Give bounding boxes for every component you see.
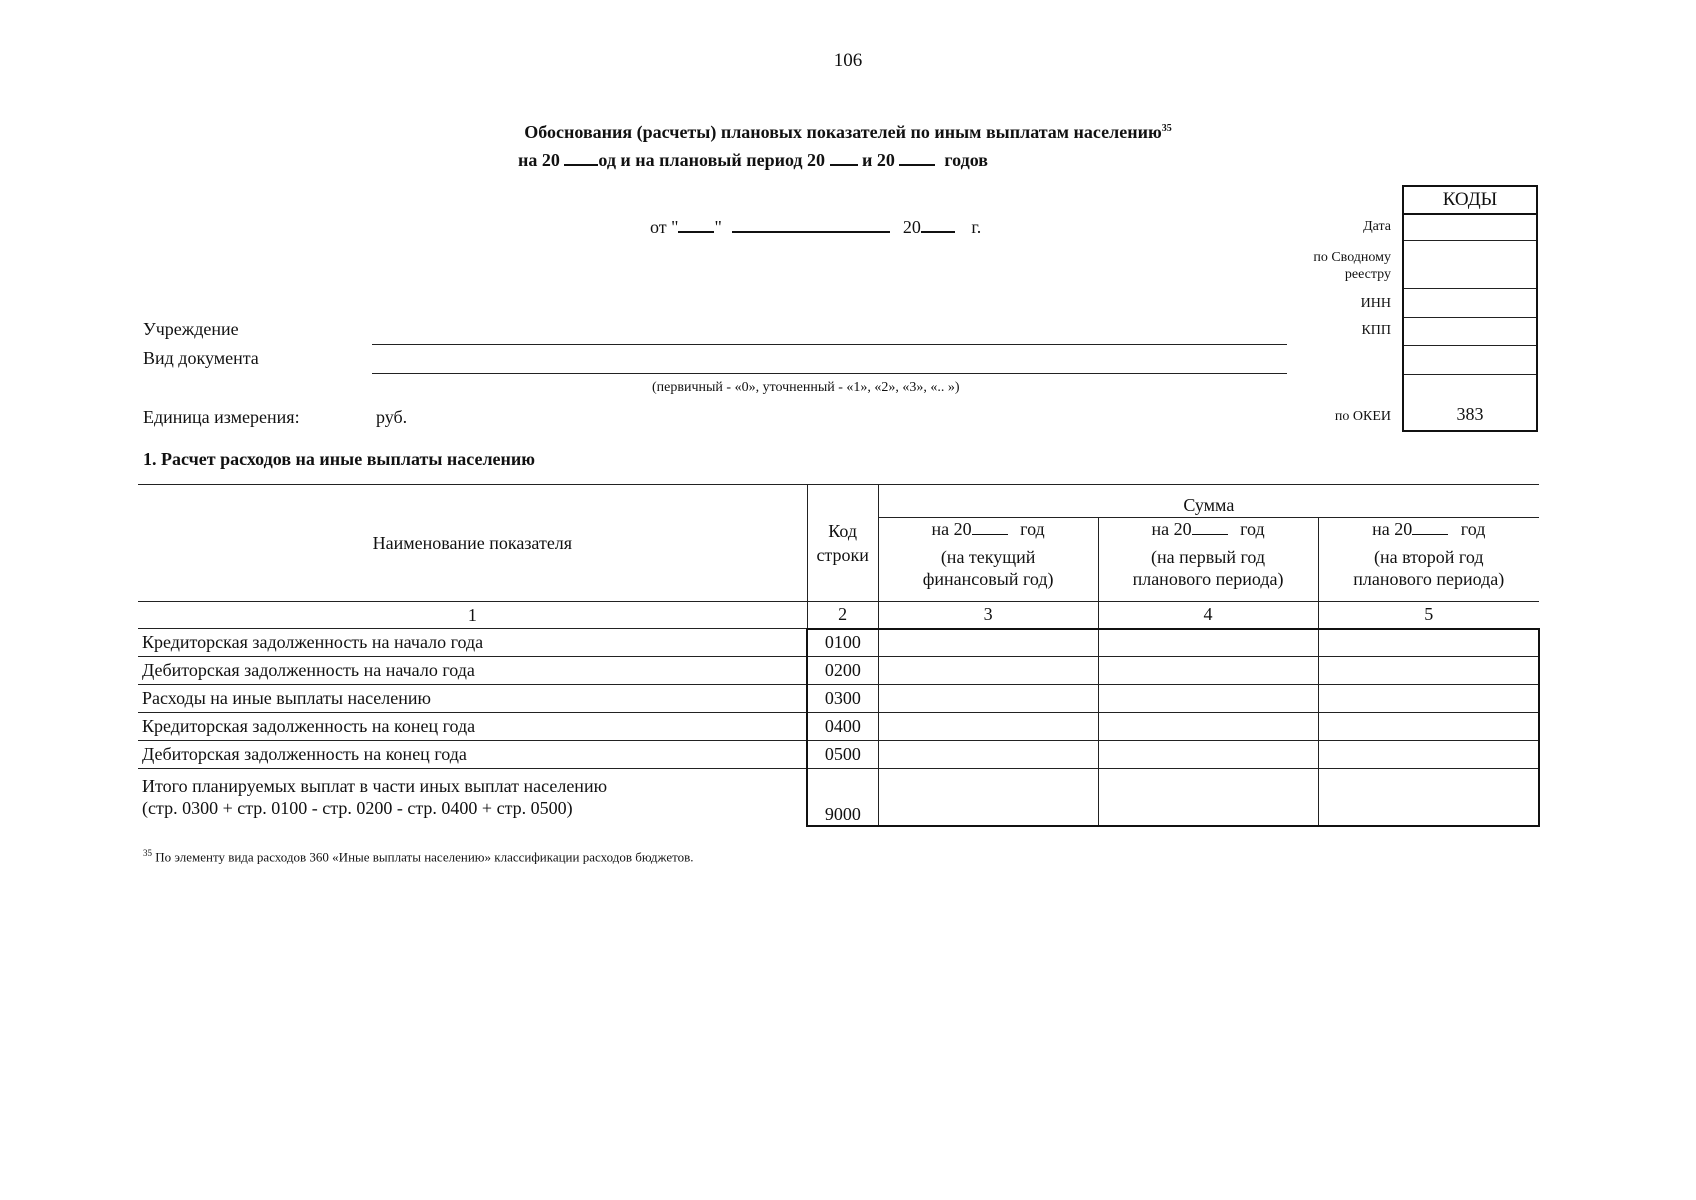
row-value-cell[interactable]: [878, 713, 1098, 741]
doc-type-label: Вид документа: [143, 348, 259, 368]
row-name: Дебиторская задолженность на начало года: [138, 657, 807, 685]
document-title: [0, 122, 1696, 143]
row-value-cell[interactable]: [1098, 629, 1318, 657]
codes-label-inn: ИНН: [1360, 296, 1391, 311]
total-row: [138, 769, 1539, 826]
col4-year-blank[interactable]: [1192, 520, 1228, 535]
date-year-suffix: г.: [971, 217, 982, 237]
table-row: [138, 657, 1539, 685]
row-value-cell[interactable]: [1098, 657, 1318, 685]
row-code: 0400: [807, 713, 878, 741]
footnote-text: По элементу вида расходов 360 «Иные выплаты населению» классификации расходов бюджетов.: [155, 849, 694, 865]
codes-header: КОДЫ: [1404, 187, 1536, 215]
header-col5: [1318, 518, 1539, 602]
table-row: [138, 685, 1539, 713]
col3-year-blank[interactable]: [972, 520, 1008, 535]
header-col4: [1098, 518, 1318, 602]
row-value-cell[interactable]: [1098, 685, 1318, 713]
row-name: Расходы на иные выплаты населению: [138, 685, 807, 713]
header-code: Код строки: [807, 485, 878, 602]
doc-type-hint: (первичный - «0», уточненный - «1», «2», «3», «.. »): [652, 380, 960, 395]
row-value-cell[interactable]: [1318, 713, 1539, 741]
total-row-code: 9000: [807, 769, 878, 826]
title-period-prefix: на 20: [517, 150, 560, 170]
row-value-cell[interactable]: [1318, 629, 1539, 657]
day-blank[interactable]: [678, 215, 714, 233]
year-blank-2[interactable]: [830, 148, 858, 166]
col5-year-blank[interactable]: [1412, 520, 1448, 535]
header-sum: Сумма: [878, 485, 1539, 518]
column-number-row: [138, 602, 1539, 629]
row-value-cell[interactable]: [1318, 741, 1539, 769]
year-blank-1[interactable]: [564, 148, 598, 166]
codes-label-date: Дата: [1363, 219, 1391, 234]
row-value-cell[interactable]: [1318, 657, 1539, 685]
codes-label-registry-2: реестру: [1344, 267, 1391, 282]
title-period-mid1: од и на плановый период 20: [598, 150, 826, 170]
date-year-prefix: 20: [902, 217, 921, 237]
col-number-3: 3: [878, 602, 1098, 629]
institution-label: Учреждение: [143, 319, 239, 339]
col3-year-suffix: год: [1020, 519, 1045, 539]
col5-year-suffix: год: [1460, 519, 1486, 539]
total-value-cell[interactable]: [1318, 769, 1539, 826]
row-name: Дебиторская задолженность на конец года: [138, 741, 807, 769]
doc-type-line[interactable]: [372, 373, 1287, 374]
codes-inn-cell[interactable]: [1404, 289, 1536, 318]
table-row: [138, 713, 1539, 741]
row-name: Кредиторская задолженность на начало года: [138, 629, 807, 657]
total-value-cell[interactable]: [878, 769, 1098, 826]
codes-label-registry-1: по Сводному: [1313, 250, 1391, 265]
row-value-cell[interactable]: [1318, 685, 1539, 713]
col-number-4: 4: [1098, 602, 1318, 629]
institution-line[interactable]: [372, 344, 1287, 345]
title-period-suffix: годов: [944, 150, 989, 170]
codes-kpp-cell[interactable]: [1404, 318, 1536, 346]
col4-note: (на первый год планового периода): [1132, 547, 1284, 589]
unit-value: руб.: [376, 407, 408, 427]
col5-note: (на второй год планового периода): [1353, 547, 1505, 589]
col4-year-prefix: на 20: [1151, 519, 1192, 539]
total-value-cell[interactable]: [1098, 769, 1318, 826]
codes-registry-cell[interactable]: [1404, 241, 1536, 289]
row-value-cell[interactable]: [878, 657, 1098, 685]
row-code: 0100: [807, 629, 878, 657]
row-code: 0300: [807, 685, 878, 713]
date-from-label: от ": [650, 217, 679, 237]
total-row-name: [138, 769, 807, 826]
date-quote: ": [714, 217, 722, 237]
calculation-table: [138, 484, 1540, 827]
unit-label: Единица измерения:: [143, 407, 300, 427]
codes-okei-cell: 383: [1456, 404, 1484, 424]
page-number: 106: [833, 50, 863, 71]
title-period-mid2: и 20: [862, 150, 895, 170]
header-name: Наименование показателя: [138, 485, 807, 602]
table-row: [138, 741, 1539, 769]
row-value-cell[interactable]: [878, 685, 1098, 713]
codes-doctype-cell[interactable]: [1404, 346, 1536, 375]
col3-note: (на текущий финансовый год): [922, 547, 1054, 589]
date-line: [650, 215, 981, 238]
col4-year-suffix: год: [1240, 519, 1265, 539]
year-blank-3[interactable]: [899, 148, 935, 166]
row-value-cell[interactable]: [1098, 713, 1318, 741]
codes-label-kpp: КПП: [1361, 323, 1391, 338]
month-blank[interactable]: [732, 215, 890, 233]
row-value-cell[interactable]: [1098, 741, 1318, 769]
row-code: 0500: [807, 741, 878, 769]
row-value-cell[interactable]: [878, 741, 1098, 769]
total-row-name-line1: Итого планируемых выплат в части иных выплат населению: [142, 776, 608, 797]
col-number-5: 5: [1424, 604, 1434, 625]
header-col3: [878, 518, 1098, 602]
row-name: Кредиторская задолженность на конец года: [138, 713, 807, 741]
footnote-mark: 35: [143, 848, 152, 858]
col-number-1: 1: [467, 604, 477, 625]
title-line1: Обоснования (расчеты) плановых показателей по иным выплатам населению: [524, 122, 1162, 142]
codes-label-okei: по ОКЕИ: [1334, 409, 1391, 424]
col-number-2: 2: [807, 602, 878, 629]
row-value-cell[interactable]: [878, 629, 1098, 657]
col5-year-prefix: на 20: [1372, 519, 1413, 539]
table-row: [138, 629, 1539, 657]
footnote: [143, 848, 693, 865]
section-title: 1. Расчет расходов на иные выплаты населению: [143, 449, 536, 469]
date-year-blank[interactable]: [921, 215, 955, 233]
title-footnote-mark: 35: [1161, 123, 1172, 134]
col3-year-prefix: на 20: [931, 519, 972, 539]
codes-box: [1402, 185, 1538, 432]
total-row-name-line2: (стр. 0300 + стр. 0100 - стр. 0200 - стр. 0400 + стр. 0500): [142, 798, 573, 819]
title-period-line: [0, 148, 1601, 171]
row-code: 0200: [807, 657, 878, 685]
codes-date-cell[interactable]: [1404, 215, 1536, 241]
